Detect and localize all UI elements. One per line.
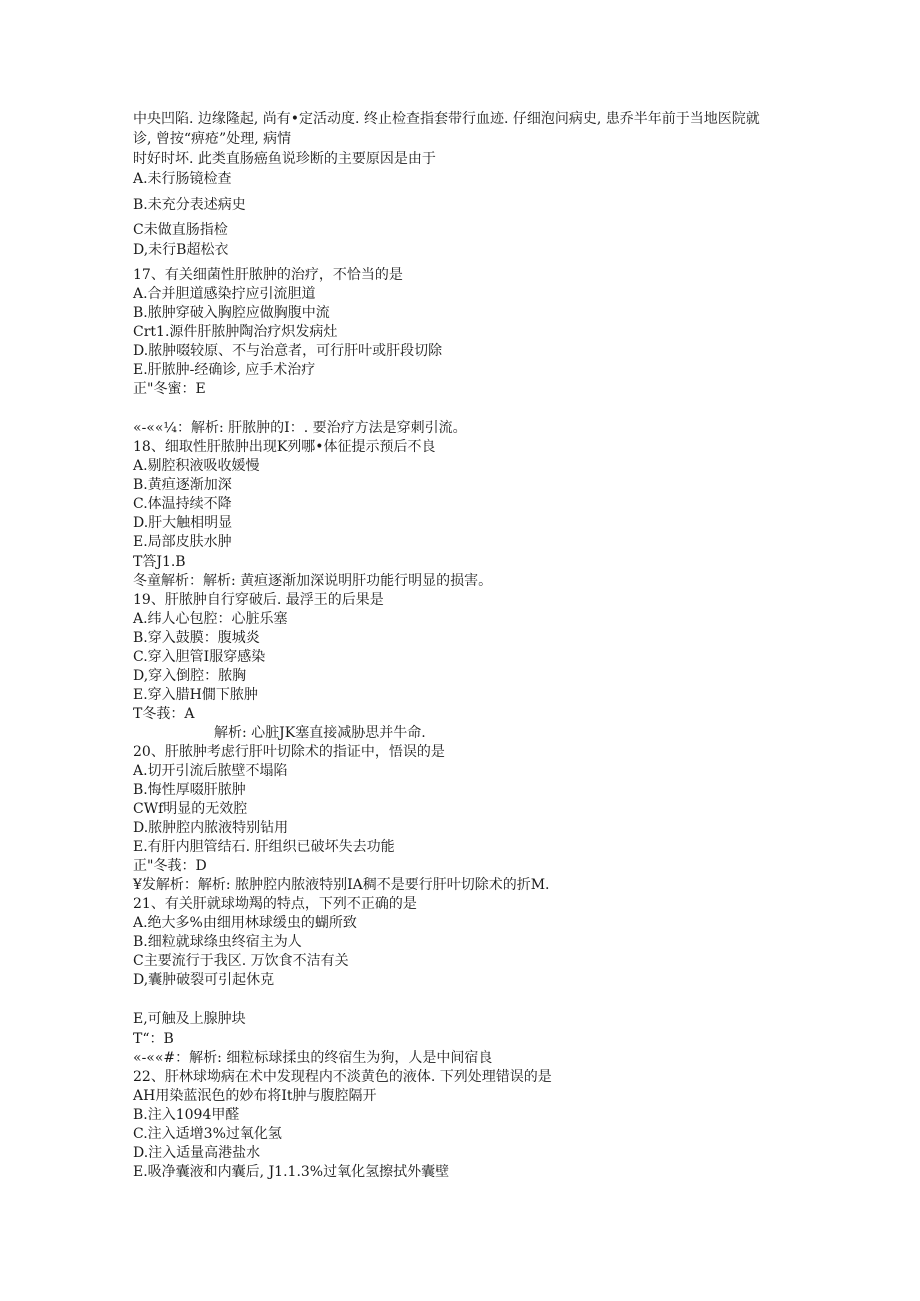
text-line: 中央凹陷. 边缘隆起, 尚有•定活动度. 终止检查指套带行血迹. 仔细泡问病史, 患乔半年前于当地医院就 [133, 111, 760, 127]
option-line: D,穿入倒腔：脓胸 [133, 668, 247, 684]
option-line: D,囊肿破裂可引起休克 [133, 972, 275, 988]
option-line: B.悔性厚啜肝脓肿 [133, 782, 246, 798]
question-line: 17、有关细菌性肝脓肿的治疗，不恰当的是 [133, 267, 403, 283]
question-line: 21、有关肝就球坳羯的特点，下列不正确的是 [133, 896, 417, 912]
answer-line: T“：B [133, 1031, 174, 1047]
option-line: B.黄疸逐渐加深 [133, 477, 232, 493]
option-line: B.未充分表述病史 [133, 197, 246, 213]
option-line: B.注入1094甲醛 [133, 1107, 240, 1123]
option-line: E.肝脓肿-经确诊, 应手术治疗 [133, 362, 316, 378]
option-line: A.切开引流后脓壁不塌陷 [133, 763, 288, 779]
option-line: A.绝大多%由细用林球缓虫的蝴所致 [133, 915, 357, 931]
answer-line: T答J1.B [133, 554, 186, 570]
option-line: CWf明显的无效腔 [133, 801, 248, 817]
option-line: E.吸净囊液和内囊后, J1.1.3%过氧化氢擦拭外囊壁 [133, 1164, 450, 1180]
option-line: D.脓肿啜较原、不与治意者，可行肝叶或肝段切除 [133, 343, 443, 359]
explanation-line: ¥发解析：解析: 脓肿腔内脓液特别IA稠不是要行肝叶切除术的折M. [133, 877, 550, 893]
question-line: 18、细取性肝脓肿出现K列哪•体征提示预后不良 [133, 439, 436, 455]
option-line: E.局部皮肤水肿 [133, 534, 232, 550]
explanation-line: «-««¼：解析: 肝脓肿的I：. 要治疗方法是穿刺引流。 [133, 420, 467, 436]
explanation-line: 冬童解析：解析: 黄疸逐渐加深说明肝功能行明显的损害。 [133, 573, 493, 589]
option-line: D,未行B超松衣 [133, 242, 229, 258]
option-line: C.体温持续不降 [133, 496, 232, 512]
option-line: B.细粒就球绦虫终宿主为人 [133, 934, 302, 950]
option-line: E,可触及上腺肿块 [133, 1011, 246, 1027]
option-line: AH用染蓝泯色的妙布将It肿与腹腔隔开 [133, 1088, 377, 1104]
explanation-line: 解析: 心脏JK塞直接减胁思并牛命. [214, 725, 426, 741]
option-line: D.注入适量高港盐水 [133, 1145, 261, 1161]
text-line: 诊, 曾按“痹疮”处理, 病情 [133, 131, 292, 147]
option-line: A.纬人心包腔：心脏乐塞 [133, 611, 288, 627]
text-line: 时好时坏. 此类直肠癌鱼说珍断的主要原因是由于 [133, 151, 436, 167]
option-line: A.剔腔积液吸收媛慢 [133, 458, 260, 474]
option-line: C.注入适增3%过氧化氢 [133, 1126, 282, 1142]
option-line: E.有肝内胆管结石. 肝组织已破坏失去功能 [133, 839, 395, 855]
answer-line: T冬莪：A [133, 706, 195, 722]
question-line: 19、肝脓肿自行穿破后. 最浮王的后果是 [133, 592, 384, 608]
question-line: 22、肝林球坳病在术中发现程内不淡黄色的液体. 下列处理错误的是 [133, 1069, 552, 1085]
option-line: C主要流行于我区. 万饮食不洁有关 [133, 953, 349, 969]
option-line: Crt1.源件肝脓肿陶治疗炽发病灶 [133, 324, 338, 340]
answer-line: 正"冬蜜：E [133, 381, 206, 397]
option-line: E.穿入腊H僩下脓肿 [133, 687, 258, 703]
answer-line: 正"冬莪：D [133, 858, 207, 874]
option-line: D.肝大触相明显 [133, 515, 233, 531]
option-line: C.穿入胆管I服穿感染 [133, 649, 266, 665]
question-line: 20、肝脓肿考虑行肝叶切除术的指证中，悟误的是 [133, 744, 445, 760]
option-line: A.合并胆道感染拧应引流胆道 [133, 286, 316, 302]
option-line: D.脓肿腔内脓液特别钻用 [133, 820, 289, 836]
option-line: C未做直肠指检 [133, 222, 228, 238]
explanation-line: «-««#：解析: 细粒标球揉虫的终宿生为狗，人是中间宿良 [133, 1050, 493, 1066]
option-line: A.未行肠镜检查 [133, 171, 232, 187]
option-line: B.脓肿穿破入胸腔应做胸腹中流 [133, 305, 330, 321]
option-line: B.穿入鼓膜：腹城炎 [133, 630, 260, 646]
